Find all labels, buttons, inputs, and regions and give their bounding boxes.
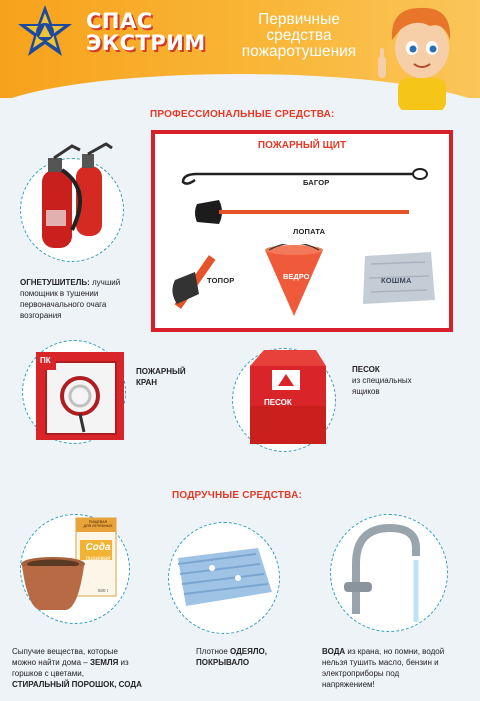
water-line-2: нельзя тушить масло, бензин и (322, 658, 439, 667)
blanket-text (196, 646, 267, 668)
flower-pot-icon (18, 556, 88, 614)
sand-line-2: из специальных (352, 376, 412, 385)
page-title (224, 12, 374, 60)
water-bold: ВОДА (322, 647, 346, 656)
axe-label: ТОПОР (207, 276, 235, 285)
hydrant-cabinet-label: ПК (40, 356, 51, 365)
hydrant-line-1: ПОЖАРНЫЙ (136, 367, 186, 376)
improvised-heading: ПОДРУЧНЫЕ СРЕДСТВА: (172, 490, 303, 501)
bucket-label: ВЕДРО (283, 272, 310, 281)
blanket-line-1b: ОДЕЯЛО, (229, 647, 267, 656)
water-text (322, 646, 472, 690)
brand-name (86, 10, 206, 54)
professional-heading: ПРОФЕССИОНАЛЬНЫЕ СРЕДСТВА: (150, 109, 335, 120)
title-line-3: пожаротушения (241, 43, 357, 60)
water-faucet-icon (334, 524, 438, 624)
folded-blanket-icon (172, 544, 276, 614)
hook-label: БАГОР (303, 178, 330, 187)
soil-line-2c: из (118, 658, 129, 667)
water-line-3: электроприборы под (322, 669, 400, 678)
fire-shield-title: ПОЖАРНЫЙ ЩИТ (257, 140, 347, 151)
sand-text (352, 364, 412, 397)
fire-extinguisher-icon (32, 140, 116, 252)
soda-box-main-text: Сода (85, 542, 111, 553)
extinguisher-text-1: лучший (89, 278, 121, 287)
emergency-star-logo-icon (14, 4, 76, 62)
brand-line-2: ЭКСТРИМ (86, 31, 206, 55)
hydrant-line-2: КРАН (136, 378, 158, 387)
blanket-line-2: ПОКРЫВАЛО (196, 658, 250, 667)
water-line-1: из крана, но помни, водой (345, 647, 445, 656)
title-line-1: Первичные (258, 11, 340, 28)
soil-line-4: СТИРАЛЬНЫЙ ПОРОШОК, СОДА (12, 680, 142, 689)
extinguisher-text-4: возгорания (20, 311, 62, 320)
soil-text (12, 646, 172, 690)
soda-box-sub-text: пищевая (85, 556, 111, 562)
extinguisher-bold: ОГНЕТУШИТЕЛЬ: (20, 278, 90, 287)
soda-box-top-text (80, 520, 116, 528)
soda-box-top-line-1: ПИЩЕВАЯ (88, 520, 108, 524)
sand-bold: ПЕСОК (352, 365, 380, 374)
shovel-icon (193, 198, 413, 228)
soil-line-3: горшков с цветами, (12, 669, 84, 678)
blanket-line-1a: Плотное (196, 647, 230, 656)
extinguisher-text-2: помощник в тушении (20, 289, 99, 298)
sand-line-3: ящиков (352, 387, 380, 396)
soda-box-top-line-2: ДЛЯ ЛЕЧЕБНЫХ (83, 524, 113, 528)
fire-bucket-icon (263, 244, 325, 318)
title-line-2: средства (266, 27, 332, 44)
water-line-4: напряжением! (322, 680, 375, 689)
boy-mascot-icon (370, 0, 468, 110)
fire-shield-panel (151, 130, 453, 332)
sand-box-label: ПЕСОК (264, 398, 292, 407)
extinguisher-text (20, 277, 145, 321)
sand-box-icon (244, 346, 332, 448)
soil-line-2a: можно найти дома – (12, 658, 90, 667)
brand-line-1: СПАС (86, 9, 153, 33)
soda-box-weight: 500 г (98, 588, 109, 593)
hydrant-text (136, 366, 186, 388)
felt-label: КОШМА (381, 276, 412, 285)
soil-line-1: Сыпучие вещества, которые (12, 647, 118, 656)
shovel-label: ЛОПАТА (293, 227, 326, 236)
extinguisher-text-3: первоначального очага (20, 300, 107, 309)
soil-line-2b: ЗЕМЛЯ (89, 658, 119, 667)
